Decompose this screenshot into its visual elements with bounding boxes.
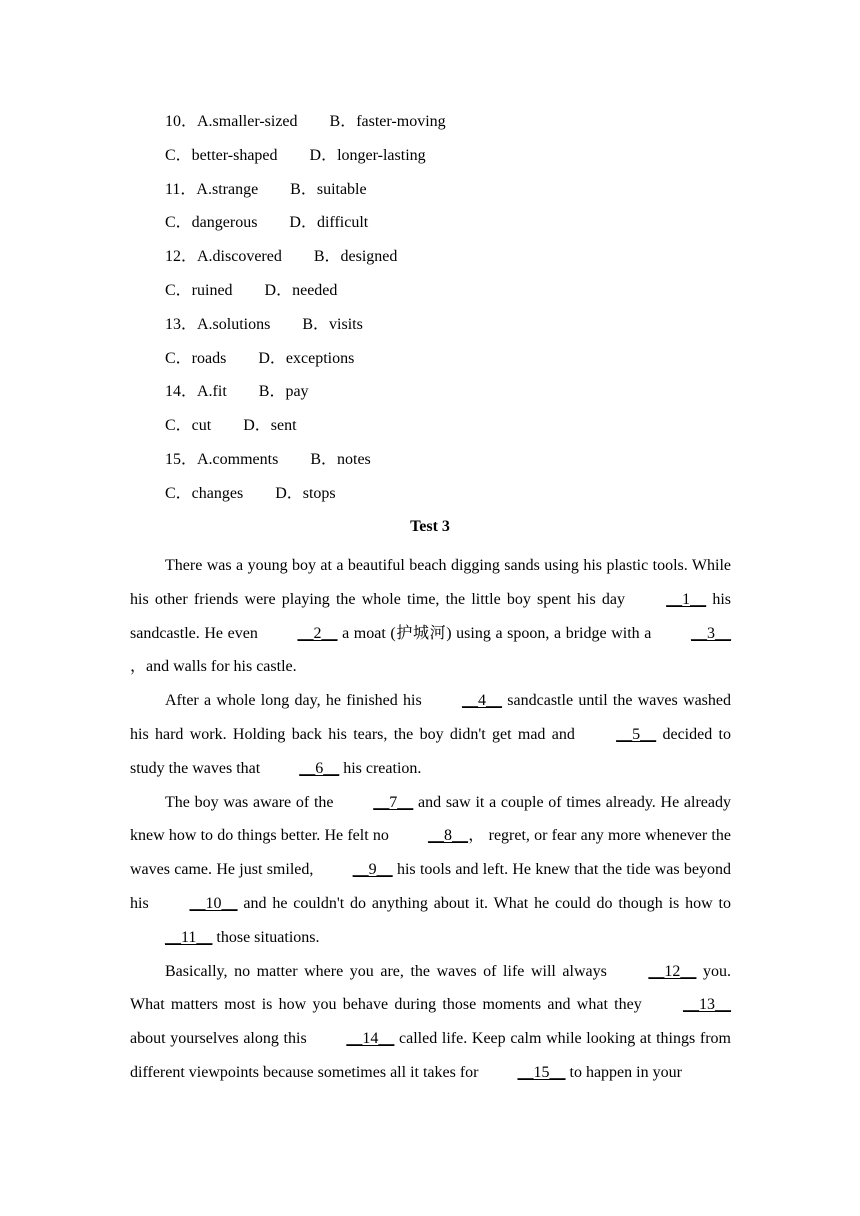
cloze-blank: __14__ <box>346 1030 395 1048</box>
cloze-blank: __11__ <box>165 928 213 946</box>
passage-paragraph <box>130 786 731 955</box>
option-line: 10．A.smaller-sized B．faster-moving <box>165 113 446 130</box>
cloze-blank: __4__ <box>462 692 503 710</box>
passage-text: to happen in your <box>565 1063 682 1081</box>
passage-text: After a whole long day, he finished his <box>165 692 428 710</box>
passage-text: his sandcastle. He even <box>130 590 732 642</box>
cloze-blank: __5__ <box>616 725 657 743</box>
passage-text: sandcastle until the waves washed his hard work. Holding back his tears, the boy didn't get mad and <box>130 692 731 743</box>
passage-text: decided to study the waves that <box>130 725 731 777</box>
answer-options <box>165 110 446 516</box>
cloze-passage <box>130 549 731 1090</box>
option-line: C．better-shaped D．longer-lasting <box>165 146 426 164</box>
passage-paragraph <box>130 955 731 1090</box>
passage-text: his creation. <box>339 759 422 777</box>
passage-text: There was a young boy at a beautiful beach digging sands using his plastic tools. While his other friends were playing the whole time, the little boy spent his day <box>130 557 731 608</box>
option-line: 12．A.discovered B．designed <box>165 248 398 266</box>
passage-paragraph <box>130 684 731 785</box>
option-line: C．dangerous D．difficult <box>165 214 369 232</box>
option-line: 14．A.fit B．pay <box>165 383 309 401</box>
cloze-blank: __9__ <box>352 861 393 879</box>
passage-text: his tools and left. He knew that the tide was beyond his <box>130 861 731 912</box>
option-line: 13．A.solutions B．visits <box>165 315 363 333</box>
passage-text: and saw it a couple of times already. He already knew how to do things better. He felt no <box>130 793 732 845</box>
section-title: Test 3 <box>410 518 450 535</box>
passage-text: and he couldn't do anything about it. What he could do though is how to <box>237 894 731 912</box>
option-line: C．changes D．stops <box>165 484 336 502</box>
passage-text: ， regret, or fear any more whenever the waves came. He just smiled, <box>130 827 731 879</box>
cloze-blank: __7__ <box>373 793 414 811</box>
option-line: C．ruined D．needed <box>165 281 338 299</box>
cloze-blank: __2__ <box>297 624 338 642</box>
cloze-blank: __1__ <box>666 590 707 608</box>
passage-text: Basically, no matter where you are, the waves of life will always <box>165 962 614 980</box>
cloze-blank: __8__ <box>428 827 469 845</box>
option-line: C．cut D．sent <box>165 417 297 435</box>
passage-text: ，and walls for his castle. <box>130 658 297 676</box>
passage-text: those situations. <box>212 928 320 946</box>
option-line: 15．A.comments B．notes <box>165 450 371 468</box>
passage-text: you. What matters most is how you behave during those moments and what they <box>130 962 731 1014</box>
passage-paragraph <box>130 549 731 684</box>
cloze-blank: __15__ <box>517 1063 566 1081</box>
cloze-blank: __12__ <box>648 962 697 980</box>
option-line: C．roads D．exceptions <box>165 349 355 367</box>
passage-text: called life. Keep calm while looking at things from different viewpoints because sometimes all it takes for <box>130 1030 731 1081</box>
cloze-blank: __10__ <box>189 894 238 912</box>
cloze-blank: __6__ <box>299 759 340 777</box>
cloze-blank: __3__ <box>691 624 732 642</box>
cloze-blank: __13__ <box>683 996 731 1014</box>
passage-text: The boy was aware of the <box>165 793 339 811</box>
option-line: 11．A.strange B．suitable <box>165 180 367 198</box>
passage-text: about yourselves along this <box>130 1030 312 1048</box>
passage-text: a moat (护城河) using a spoon, a bridge with a <box>337 624 657 642</box>
